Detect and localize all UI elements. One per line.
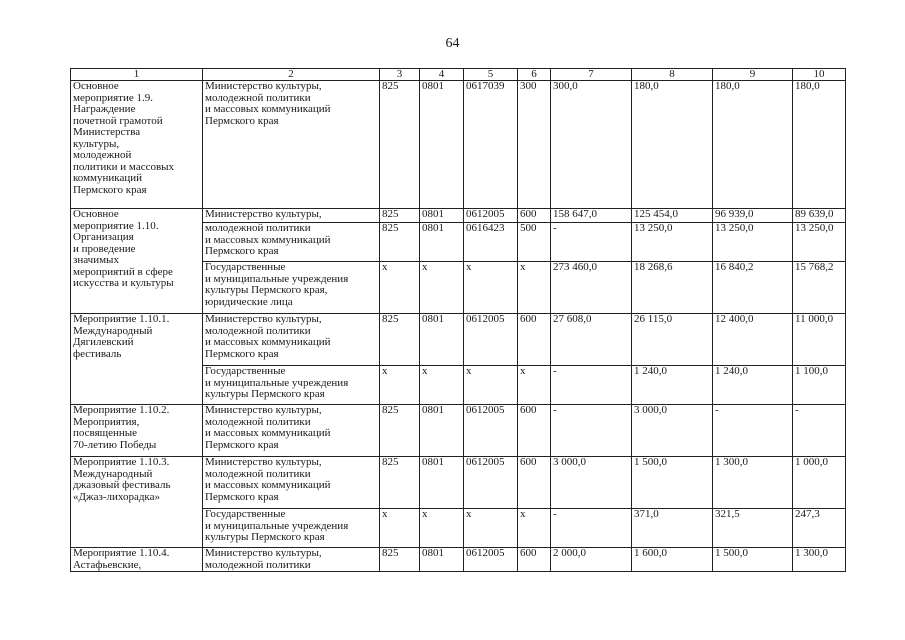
cell-c9: 1 300,0 — [713, 457, 793, 509]
cell-c4: 0801 — [420, 314, 464, 366]
cell-c7: - — [551, 405, 632, 457]
table-row — [71, 548, 846, 572]
cell-c6: х — [518, 366, 551, 405]
executor-cell: Министерство культуры, молодежной политики и массовых коммуникаций Пермского края — [203, 457, 380, 509]
cell-c3: 825 — [380, 314, 420, 366]
cell-c10: 1 000,0 — [793, 457, 846, 509]
cell-c7: - — [551, 223, 632, 262]
cell-c5: 0617039 — [464, 81, 518, 209]
executor-cell: Министерство культуры, молодежной политики и массовых коммуникаций Пермского края — [203, 314, 380, 366]
cell-c9: 96 939,0 — [713, 209, 793, 223]
cell-c8: 1 500,0 — [632, 457, 713, 509]
table-row — [71, 405, 846, 457]
activity-cell: Основное мероприятие 1.9. Награждение почетной грамотой Министерства культуры, молодежной политики и массовых коммуникаций Пермского края — [71, 81, 203, 209]
cell-c5: 0612005 — [464, 209, 518, 223]
table-row — [71, 314, 846, 366]
cell-c4: х — [420, 262, 464, 314]
cell-c10: 1 100,0 — [793, 366, 846, 405]
column-header-1: 1 — [71, 69, 203, 81]
cell-c10: - — [793, 405, 846, 457]
table-body — [71, 81, 846, 572]
executor-cell: Государственные и муниципальные учреждения культуры Пермского края, юридические лица — [203, 262, 380, 314]
column-header-10: 10 — [793, 69, 846, 81]
column-header-3: 3 — [380, 69, 420, 81]
cell-c9: - — [713, 405, 793, 457]
cell-c8: 125 454,0 — [632, 209, 713, 223]
cell-c10: 89 639,0 — [793, 209, 846, 223]
column-header-9: 9 — [713, 69, 793, 81]
cell-c4: 0801 — [420, 81, 464, 209]
cell-c4: 0801 — [420, 548, 464, 572]
executor-cell: Министерство культуры, молодежной политики — [203, 548, 380, 572]
budget-table — [70, 68, 846, 572]
cell-c9: 321,5 — [713, 509, 793, 548]
column-header-5: 5 — [464, 69, 518, 81]
column-header-4: 4 — [420, 69, 464, 81]
executor-cell: Государственные и муниципальные учреждения культуры Пермского края — [203, 509, 380, 548]
cell-c3: 825 — [380, 223, 420, 262]
cell-c5: х — [464, 509, 518, 548]
cell-c10: 15 768,2 — [793, 262, 846, 314]
cell-c6: 500 — [518, 223, 551, 262]
cell-c4: 0801 — [420, 209, 464, 223]
cell-c10: 247,3 — [793, 509, 846, 548]
cell-c9: 16 840,2 — [713, 262, 793, 314]
cell-c10: 1 300,0 — [793, 548, 846, 572]
cell-c8: 13 250,0 — [632, 223, 713, 262]
cell-c8: 371,0 — [632, 509, 713, 548]
column-header-6: 6 — [518, 69, 551, 81]
column-header-7: 7 — [551, 69, 632, 81]
cell-c8: 1 600,0 — [632, 548, 713, 572]
cell-c8: 3 000,0 — [632, 405, 713, 457]
table-row — [71, 209, 846, 223]
executor-cell: молодежной политики и массовых коммуникаций Пермского края — [203, 223, 380, 262]
cell-c3: х — [380, 509, 420, 548]
cell-c9: 13 250,0 — [713, 223, 793, 262]
cell-c3: х — [380, 366, 420, 405]
cell-c5: х — [464, 366, 518, 405]
executor-cell: Государственные и муниципальные учреждения культуры Пермского края — [203, 366, 380, 405]
cell-c10: 13 250,0 — [793, 223, 846, 262]
cell-c6: 300 — [518, 81, 551, 209]
activity-cell: Мероприятие 1.10.1. Международный Дягилевский фестиваль — [71, 314, 203, 405]
cell-c4: х — [420, 509, 464, 548]
page-number: 64 — [445, 36, 460, 51]
activity-cell: Основное мероприятие 1.10. Организация и проведение значимых мероприятий в сфере искусства и культуры — [71, 209, 203, 314]
cell-c3: 825 — [380, 457, 420, 509]
cell-c6: 600 — [518, 405, 551, 457]
cell-c3: 825 — [380, 548, 420, 572]
header-row — [71, 69, 846, 81]
cell-c8: 1 240,0 — [632, 366, 713, 405]
column-header-2: 2 — [203, 69, 380, 81]
cell-c5: 0612005 — [464, 405, 518, 457]
cell-c4: х — [420, 366, 464, 405]
cell-c5: 0616423 — [464, 223, 518, 262]
cell-c3: 825 — [380, 405, 420, 457]
cell-c4: 0801 — [420, 405, 464, 457]
cell-c7: 27 608,0 — [551, 314, 632, 366]
activity-cell: Мероприятие 1.10.4. Астафьевские, — [71, 548, 203, 572]
executor-cell: Министерство культуры, молодежной политики и массовых коммуникаций Пермского края — [203, 405, 380, 457]
cell-c7: 2 000,0 — [551, 548, 632, 572]
column-header-8: 8 — [632, 69, 713, 81]
cell-c3: 825 — [380, 81, 420, 209]
cell-c9: 1 500,0 — [713, 548, 793, 572]
cell-c8: 18 268,6 — [632, 262, 713, 314]
executor-cell: Министерство культуры, — [203, 209, 380, 223]
cell-c4: 0801 — [420, 457, 464, 509]
cell-c7: 273 460,0 — [551, 262, 632, 314]
cell-c3: 825 — [380, 209, 420, 223]
cell-c6: х — [518, 509, 551, 548]
cell-c6: 600 — [518, 314, 551, 366]
cell-c4: 0801 — [420, 223, 464, 262]
cell-c7: - — [551, 366, 632, 405]
cell-c6: 600 — [518, 548, 551, 572]
cell-c10: 11 000,0 — [793, 314, 846, 366]
cell-c8: 26 115,0 — [632, 314, 713, 366]
table-row — [71, 457, 846, 509]
cell-c8: 180,0 — [632, 81, 713, 209]
activity-cell: Мероприятие 1.10.3. Международный джазовый фестиваль «Джаз-лихорадка» — [71, 457, 203, 548]
activity-cell: Мероприятие 1.10.2. Мероприятия, посвященные 70-летию Победы — [71, 405, 203, 457]
cell-c6: х — [518, 262, 551, 314]
cell-c9: 180,0 — [713, 81, 793, 209]
cell-c6: 600 — [518, 209, 551, 223]
cell-c9: 12 400,0 — [713, 314, 793, 366]
cell-c3: х — [380, 262, 420, 314]
cell-c5: 0612005 — [464, 548, 518, 572]
table-row — [71, 81, 846, 209]
cell-c7: - — [551, 509, 632, 548]
cell-c9: 1 240,0 — [713, 366, 793, 405]
executor-cell: Министерство культуры, молодежной политики и массовых коммуникаций Пермского края — [203, 81, 380, 209]
cell-c5: х — [464, 262, 518, 314]
cell-c7: 300,0 — [551, 81, 632, 209]
cell-c7: 158 647,0 — [551, 209, 632, 223]
cell-c7: 3 000,0 — [551, 457, 632, 509]
cell-c5: 0612005 — [464, 457, 518, 509]
cell-c10: 180,0 — [793, 81, 846, 209]
cell-c5: 0612005 — [464, 314, 518, 366]
cell-c6: 600 — [518, 457, 551, 509]
